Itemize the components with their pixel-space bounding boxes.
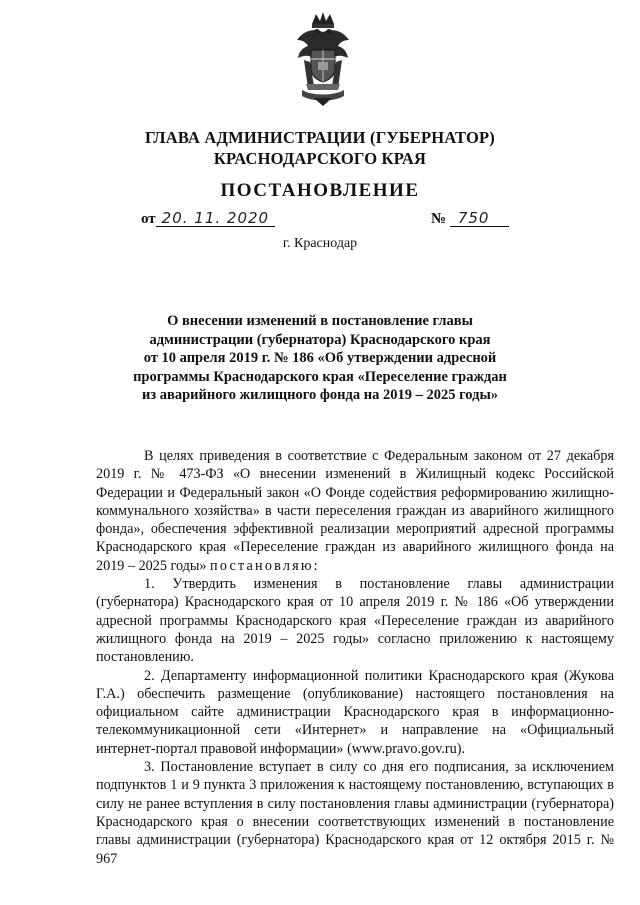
organization-line-1: ГЛАВА АДМИНИСТРАЦИИ (ГУБЕРНАТОР): [145, 128, 495, 147]
date-field: [141, 210, 275, 228]
document-title: [120, 312, 520, 405]
number-field: [431, 210, 509, 228]
paragraph-3: 3. Постановление вступает в силу со дня его подписания, за исключением подпунктов 1 и 9 пункта 3 приложения к настоящему постановлению, вступающих в силу не ранее вступления в силу постановления главы администрации (губернатора) Краснодарского края о внесении соответствующих изменений в постановление главы администрации (губернатора) Краснодарского края от 12 октября 2015 г. № 967: [96, 759, 614, 867]
document-body: [96, 447, 614, 868]
paragraph-2: 2. Департаменту информационной политики Краснодарского края (Жукова Г.А.) обеспечить размещение (опубликование) настоящего постановления на официальном сайте администрации Краснодарского края в информационно-телекоммуникационной сети «Интернет» и направление на «Официальный интернет-портал правовой информации» (www.pravo.gov.ru).: [96, 667, 614, 757]
date-value: 20. 11. 2020: [156, 210, 275, 227]
number-prefix: №: [431, 211, 447, 227]
title-line: из аварийного жилищного фонда на 2019 – 2025 годы»: [141, 387, 499, 403]
coat-of-arms-icon: [294, 10, 352, 108]
organization-line-2: КРАСНОДАРСКОГО КРАЯ: [213, 149, 427, 168]
paragraph-1: 1. Утвердить изменения в постановление главы администрации (губернатора) Краснодарского края от 10 апреля 2019 г. № 186 «Об утверждении адресной программы Краснодарского края «Переселение граждан из аварийного жилищного фонда на 2019 – 2025 годы» согласно приложению к настоящему постановлению.: [96, 576, 614, 666]
preamble-paragraph: [96, 447, 614, 575]
title-line: от 10 апреля 2019 г. № 186 «Об утверждении адресной: [143, 350, 497, 366]
document-type: ПОСТАНОВЛЕНИЕ: [220, 180, 420, 201]
preamble-text: В целях приведения в соответствие с Федеральным законом от 27 декабря 2019 г. № 473-ФЗ «О внесении изменений в Жилищный кодекс Российской Федерации и Федеральный закон «О Фонде содействия реформированию жилищно-коммунального хозяйства» в части переселения граждан из аварийного жилищного фонда», обеспечения эффективной реализации мероприятий адресной программы Краснодарского края «Переселение граждан из аварийного жилищного фонда на 2019 – 2025 годы»: [96, 448, 614, 574]
city: г. Краснодар: [282, 236, 358, 251]
decree-word: постановляю:: [210, 557, 320, 574]
number-value: 750: [450, 210, 510, 227]
date-prefix: от: [141, 211, 156, 227]
title-line: программы Краснодарского края «Переселение граждан: [133, 368, 507, 385]
title-line: О внесении изменений в постановление главы: [167, 313, 473, 329]
title-line: администрации (губернатора) Краснодарского края: [149, 331, 491, 348]
